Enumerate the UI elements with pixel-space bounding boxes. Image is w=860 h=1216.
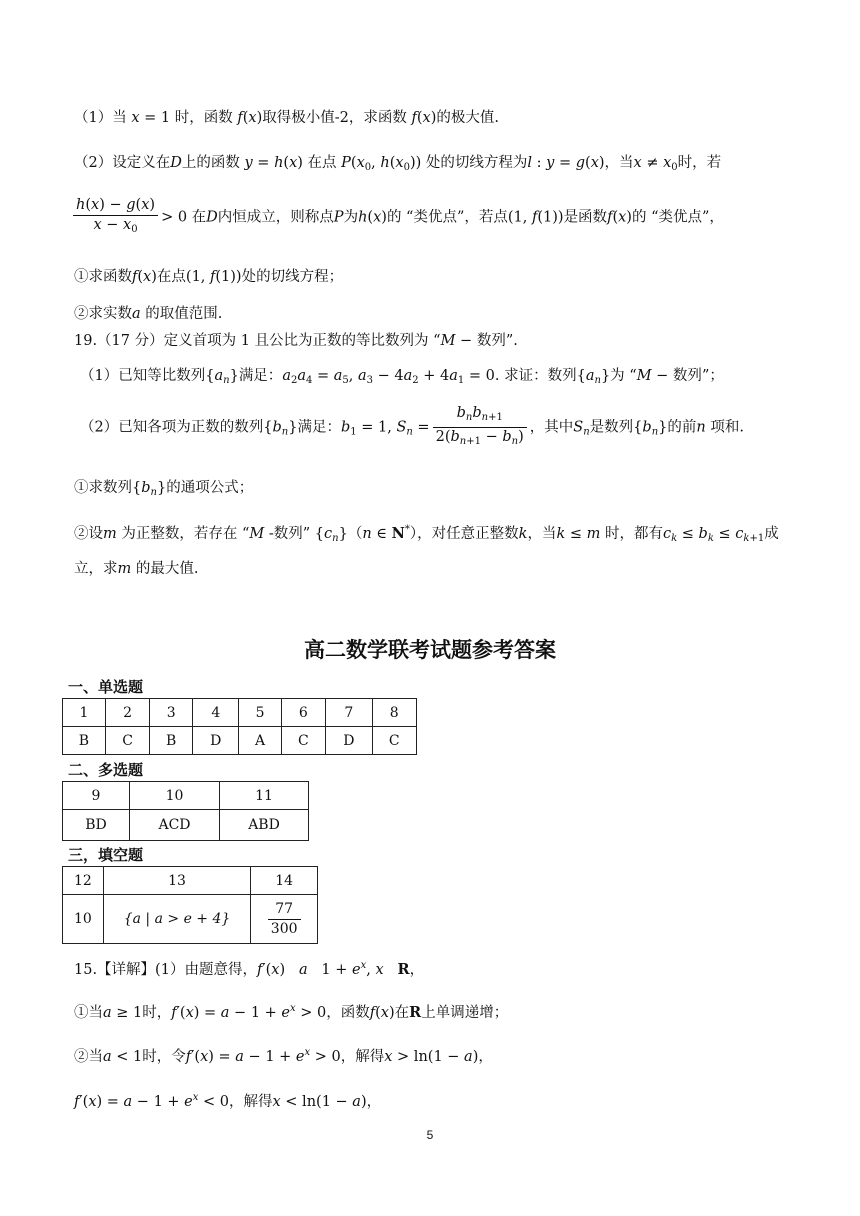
- sol15-case2: ②当a < 1时，令$f'(x) = a - 1 + e^x > 0$，解得x > ln(1 − a)，: [74, 1047, 493, 1065]
- table-cell: B: [150, 727, 193, 755]
- section3-table: [62, 866, 318, 944]
- table-cell: 2: [105, 699, 149, 727]
- section1-heading: 一、单选题: [68, 678, 144, 696]
- table-row: [63, 895, 318, 944]
- table-cell: 10: [130, 782, 220, 810]
- q19-sub2: ②设m 为正整数，若存在 “M -数列” $\{c_n\}(n$ ∈ N*），对任意正整数k，当k ≤ m 时，都有$c_k \le b_k \le c_{k+1}$成: [74, 524, 779, 544]
- answer14-fraction: [268, 900, 301, 939]
- table-cell: 6: [281, 699, 325, 727]
- table-cell: 9: [63, 782, 130, 810]
- table-cell: 4: [193, 699, 239, 727]
- table-cell: 12: [63, 867, 104, 895]
- table-cell: 11: [220, 782, 309, 810]
- table-cell: 3: [150, 699, 193, 727]
- q19-part1: （1）已知等比数列$\{a_n\}$满足：$a_2a_4 = a_5$, $a_3 - 4a_2 + 4a_1 = 0$. 求证：数列$\{a_n\}$为 “M − 数列”；: [80, 368, 724, 386]
- sol15-case1: ①当a ≥ 1时，$f'(x) = a - 1 + e^x > 0$，函数f(x)在R上单调递增；: [74, 1003, 509, 1021]
- q19-sub2-cont: 立，求m 的最大值.: [74, 561, 199, 577]
- sol15-case2-cont: $f'(x) = a - 1 + e^x < 0$，解得x < ln(1 − a)，: [74, 1092, 382, 1110]
- section2-heading: 二、多选题: [68, 761, 144, 779]
- table-cell: B: [63, 727, 106, 755]
- table-cell: 13: [103, 867, 251, 895]
- table-cell: {a | a > e + 4}: [103, 895, 251, 944]
- table-cell: [251, 895, 318, 944]
- q18-sub2: ②求实数a 的取值范围.: [74, 306, 223, 322]
- table-cell: 14: [251, 867, 318, 895]
- table-cell: D: [193, 727, 239, 755]
- q19-part2: （2）已知各项为正数的数列$\{b_n\}$满足：$b_1 = 1$, $S_n$ = $\frac{b_nb_{n+1}}{2(b_{n+1} - b_n)}$ ，其中$S_n$是数列$\{b_n\}$的前n 项和.: [80, 404, 744, 451]
- table-row: [63, 810, 309, 841]
- table-cell: C: [281, 727, 325, 755]
- fraction-numerator: 77: [268, 900, 301, 920]
- table-row: [63, 699, 417, 727]
- table-cell: 1: [63, 699, 106, 727]
- sol15-line1: 15.【详解】(1）由题意得，f′(x) a $1 + e^x$, x R，: [74, 960, 425, 978]
- q19-sub1: ①求数列$\{b_n\}$的通项公式；: [74, 480, 254, 498]
- answer-title: 高二数学联考试题参考答案: [304, 638, 556, 662]
- table-cell: ABD: [220, 810, 309, 841]
- table-cell: 10: [63, 895, 104, 944]
- section3-heading: 三，填空题: [68, 846, 144, 864]
- table-cell: A: [239, 727, 281, 755]
- table-cell: 8: [372, 699, 417, 727]
- page-number: 5: [426, 1128, 434, 1142]
- fraction-denominator: 300: [270, 920, 298, 937]
- ratio-fraction: $\frac{h(x) - g(x)}{x - x_0}$: [73, 196, 158, 239]
- table-cell: C: [105, 727, 149, 755]
- table-cell: C: [372, 727, 417, 755]
- q18-part2: （2）设定义在D上的函数 y = h(x) 在点 $P(x_0$, $h(x_0)$) 处的切线方程为l : y = g(x)，当$x \ne x_0$时，若: [74, 155, 722, 173]
- q18-part1: （1）当 x = 1 时，函数 f(x)取得极小值-2，求函数 f(x)的极大值.: [74, 110, 499, 126]
- q18-sub1: ①求函数f(x)在点(1, f(1))处的切线方程；: [74, 269, 344, 285]
- sn-fraction: $\frac{b_nb_{n+1}}{2(b_{n+1} - b_n)}$: [433, 404, 527, 451]
- table-row: [63, 727, 417, 755]
- table-row: [63, 867, 318, 895]
- table-cell: D: [326, 727, 372, 755]
- section2-table: [62, 781, 309, 841]
- section1-table: [62, 698, 417, 755]
- table-cell: 5: [239, 699, 281, 727]
- q18-definition: $\frac{h(x) - g(x)}{x - x_0}$ > 0 在D内恒成立，则称点P为h(x)的 “类优点”，若点(1, f(1))是函数f(x)的 “类优点”，: [70, 196, 724, 239]
- table-row: [63, 782, 309, 810]
- table-cell: 7: [326, 699, 372, 727]
- q19-heading: 19.（17 分）定义首项为 1 且公比为正数的等比数列为 “M − 数列”.: [74, 333, 518, 349]
- table-cell: ACD: [130, 810, 220, 841]
- table-cell: BD: [63, 810, 130, 841]
